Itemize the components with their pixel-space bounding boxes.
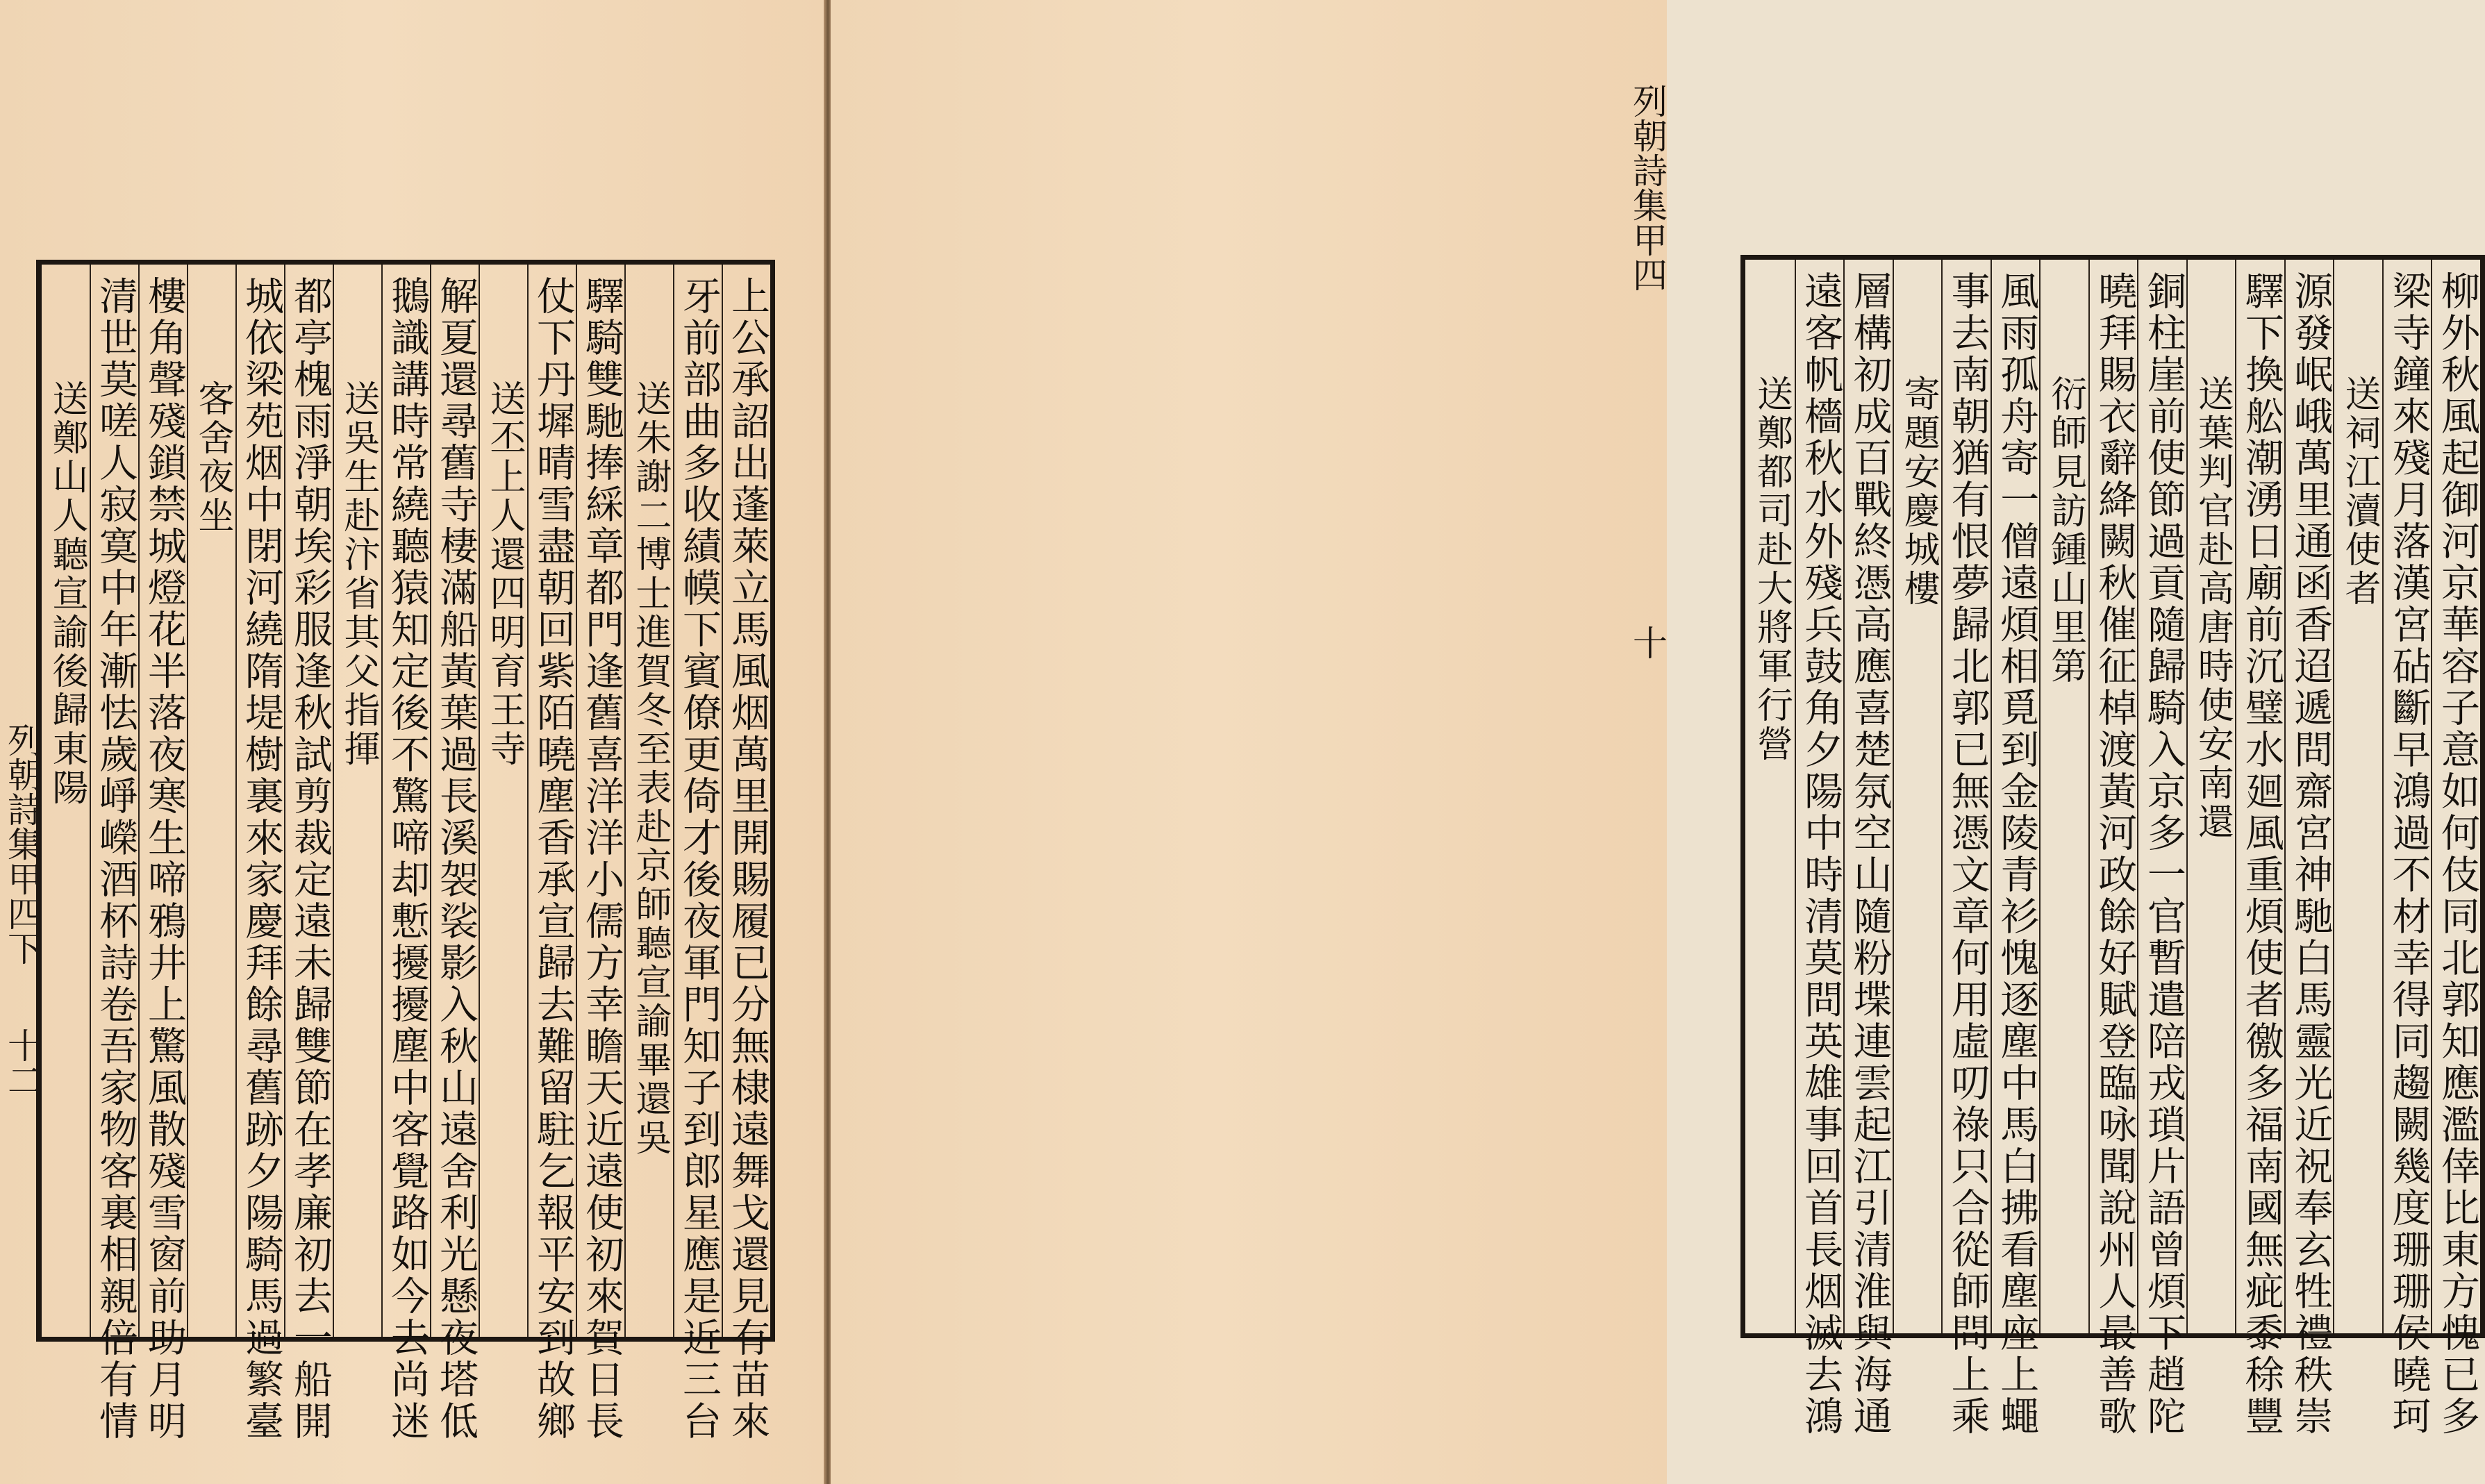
left-page-column (673, 265, 722, 1442)
poem-line: 清世莫嗟人寂寞中年漸怯歲崢嶸酒杯詩卷吾家物客裏相親倍有情 (93, 276, 138, 1442)
right-page-column (1941, 260, 1991, 1437)
right-page-column (2088, 260, 2138, 1437)
poem-line: 上公承詔出蓬萊立馬風烟萬里開賜履已分無棣遠舞戈還見有苗來 (725, 276, 770, 1442)
left-page-column (187, 265, 235, 1337)
right-page-column (1991, 260, 2040, 1437)
poem-line: 樓角聲殘鎖禁城燈花半落夜寒生啼鴉井上驚風散殘雪窗前助月明 (142, 276, 187, 1442)
poem-line: 遠客帆檣秋水外殘兵鼓角夕陽中時清莫問英雄事回首長烟滅去鴻 (1798, 271, 1844, 1437)
right-page-column (2382, 260, 2432, 1437)
left-page-column (235, 265, 284, 1442)
left-page-column (430, 265, 479, 1442)
right-leaf (831, 0, 2480, 1484)
right-margin-folio: 十 (1627, 625, 1668, 660)
right-page-column (2235, 260, 2284, 1437)
left-page-column (479, 265, 527, 1337)
left-page-column (722, 265, 770, 1442)
poem-title: 送丕上人還四明育王寺 (483, 380, 525, 769)
poem-title: 送吳生赴汴省其父指揮 (338, 380, 379, 769)
right-text-frame (1740, 255, 2485, 1437)
right-page-column (2137, 260, 2186, 1437)
left-page-column (381, 265, 430, 1442)
poem-line: 城依梁苑烟中閉河繞隋堤樹裏來家慶拜餘尋舊跡夕陽騎馬過繁臺 (239, 276, 284, 1442)
right-page-column (2333, 260, 2382, 1333)
poem-line: 鵝識講時常繞聽猿知定後不驚啼却慙擾擾塵中客覺路如今去尚迷 (385, 276, 430, 1442)
left-margin-folio: 十二 (2, 1028, 42, 1097)
poem-title: 送鄭都司赴大將軍行營 (1750, 375, 1793, 764)
left-text-frame (36, 260, 775, 1442)
poem-title: 客舍夜坐 (192, 380, 233, 535)
right-page-column (1893, 260, 1942, 1333)
poem-title: 衍師見訪鍾山里第 (2044, 375, 2086, 686)
poem-line: 層構初成百戰終憑高應喜楚氛空山隨粉堞連雲起江引清淮與海通 (1847, 271, 1893, 1437)
poem-line: 驛下換舩潮湧日廟前沉璧水廻風重煩使者徼多福南國無疵黍稌豐 (2238, 271, 2284, 1437)
left-page-column (284, 265, 333, 1442)
poem-line: 源發岷峨萬里通函香迢遞問齋宮神馳白馬靈光近祝奉玄牲禮秩崇 (2288, 271, 2334, 1437)
left-page-column (138, 265, 187, 1442)
poem-line: 仗下丹墀晴雪盡朝回紫陌曉塵香承宣歸去難留駐乞報平安到故鄉 (531, 276, 576, 1442)
poem-line: 曉拜賜衣辭絳闕秋催征棹渡黃河政餘好賦登臨咏聞說州人最善歌 (2092, 271, 2138, 1437)
left-page-column (576, 265, 624, 1442)
poem-line: 銅柱崖前使節過貢隨歸騎入京多一官暫遣陪戎瑣片語曾煩下趙陀 (2141, 271, 2186, 1437)
poem-title: 送葉判官赴高唐時使安南還 (2191, 375, 2234, 842)
poem-line: 風雨孤舟寄一僧遠煩相覓到金陵青衫愧逐塵中馬白拂看塵座上蠅 (1994, 271, 2040, 1437)
left-page-column (333, 265, 381, 1337)
right-page-column (2284, 260, 2334, 1437)
right-page-column (1843, 260, 1893, 1437)
poem-line: 牙前部曲多收績幙下賓僚更倚才後夜軍門知子到郎星應是近三台 (676, 276, 722, 1442)
poem-title: 寄題安慶城樓 (1897, 375, 1940, 608)
poem-line: 柳外秋風起御河京華容子意如何伎同北郭知應濫倖比東方愧已多 (2435, 271, 2480, 1437)
right-page-column (1745, 260, 1795, 1333)
poem-line: 解夏還尋舊寺棲滿船黃葉過長溪袈裟影入秋山遠舍利光懸夜塔低 (433, 276, 479, 1442)
left-page-column (90, 265, 138, 1442)
poem-line: 都亭槐雨淨朝埃彩服逢秋試剪裁定遠未歸雙節在孝廉初去一船開 (288, 276, 333, 1442)
poem-title: 送鄭山人聽宣諭後歸東陽 (46, 380, 88, 808)
poem-line: 事去南朝猶有恨夢歸北郭已無憑文章何用虛叨祿只合從師問上乘 (1945, 271, 1991, 1437)
right-page-column (2431, 260, 2480, 1437)
poem-title: 送朱謝二博士進賀冬至表赴京師聽宣諭畢還吳 (629, 380, 671, 1158)
left-margin-label: 列朝詩集甲四下 (2, 722, 42, 965)
right-page-column (1795, 260, 1844, 1437)
poem-line: 驛騎雙馳捧綵章都門逢舊喜洋洋小儒方幸瞻天近遠使初來賀日長 (579, 276, 624, 1442)
right-margin-label: 列朝詩集甲四 (1627, 83, 1668, 292)
right-page-column (2186, 260, 2236, 1333)
poem-title: 送祠江瀆使者 (2338, 375, 2380, 608)
left-page-column (527, 265, 576, 1442)
left-page-column (624, 265, 673, 1337)
left-page-column (41, 265, 90, 1337)
poem-line: 梁寺鐘來殘月落漢宮砧斷早鴻過不材幸得同趨闕幾度珊珊侯曉珂 (2386, 271, 2432, 1437)
left-leaf (0, 0, 826, 1484)
right-page-column (2039, 260, 2088, 1333)
